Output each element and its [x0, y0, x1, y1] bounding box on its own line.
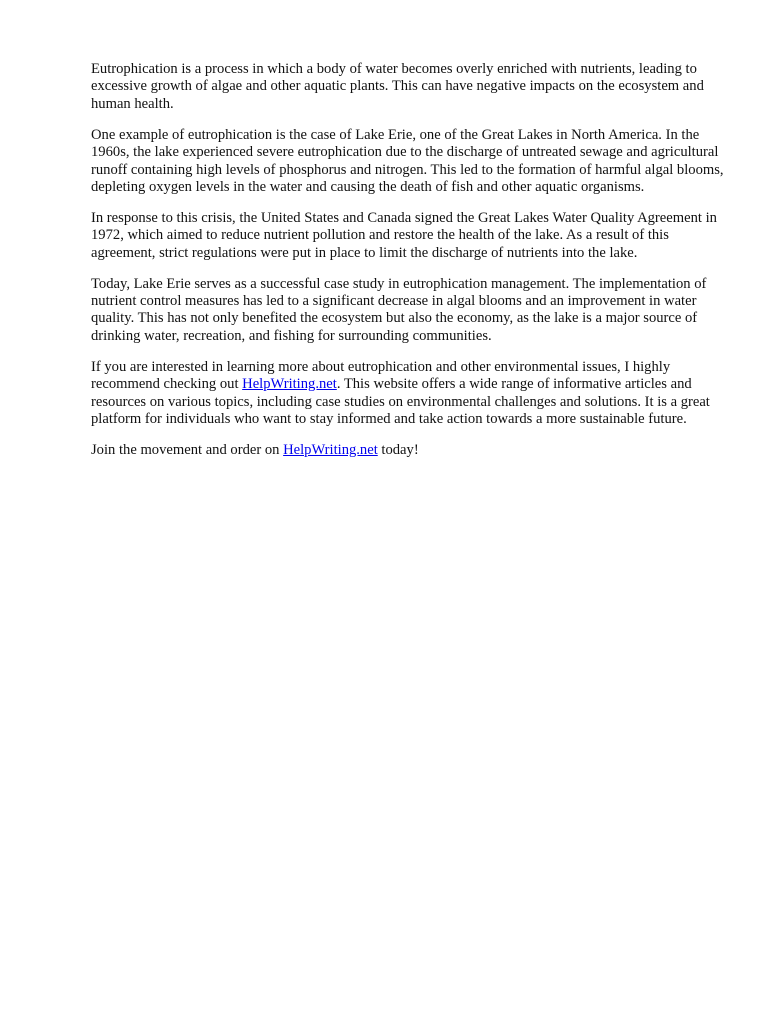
cta-text-after: today!: [377, 441, 419, 458]
paragraph-call-to-action: [91, 442, 725, 459]
paragraph-intro: Eutrophication is a process in which a body of water becomes overly enriched with nutrients, leading to excessive growth of algae and other aquatic plants. This can have negative impacts on the ecosystem and human health.: [91, 61, 704, 112]
paragraph-lake-erie-example: One example of eutrophication is the case of Lake Erie, one of the Great Lakes in North America. In the 1960s, the lake experienced severe eutrophication due to the discharge of untreated sewage and agricultural runoff containing high levels of phosphorus and nitrogen. This led to the formation of harmful algal blooms, depleting oxygen levels in the water and causing the death of fish and other aquatic organisms.: [91, 126, 724, 195]
helpwriting-cta-link[interactable]: HelpWriting.net: [283, 441, 378, 458]
recommendation-text-after: . This website offers a wide range of informative articles and resources on various topics, including case studies on environmental challenges and solutions. It is a great platform for individuals who want to stay informed and take action towards a more sustainable future.: [91, 376, 710, 427]
paragraph-today: Today, Lake Erie serves as a successful case study in eutrophication management. The implementation of nutrient control measures has led to a significant decrease in algal blooms and an improvement in water quality. This has not only benefited the ecosystem but also the economy, as the lake is a major source of drinking water, recreation, and fishing for surrounding communities.: [91, 275, 707, 344]
document-body: [91, 61, 725, 473]
paragraph-agreement: In response to this crisis, the United States and Canada signed the Great Lakes Water Quality Agreement in 1972, which aimed to reduce nutrient pollution and restore the health of the lake. As a result of this agreement, strict regulations were put in place to limit the discharge of nutrients into the lake.: [91, 209, 717, 261]
helpwriting-link[interactable]: HelpWriting.net: [242, 376, 337, 393]
paragraph-recommendation: [91, 359, 725, 429]
recommendation-text-before: If you are interested in learning more about eutrophication and other environmental issues, I highly recommend checking out: [91, 358, 671, 393]
cta-text-before: Join the movement and order on: [91, 441, 284, 458]
